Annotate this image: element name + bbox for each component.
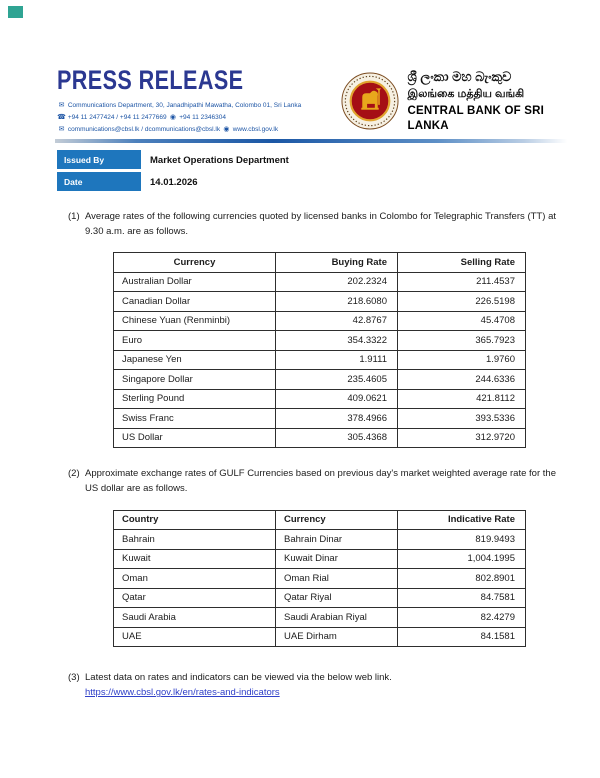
cell-selling-rate: 365.7923 (398, 331, 526, 351)
cell-currency: Kuwait Dinar (276, 549, 398, 569)
table-row (114, 389, 526, 409)
bank-name-tamil: இலங்கை மத்திய வங்கி (407, 87, 525, 100)
cell-currency: Canadian Dollar (114, 292, 276, 312)
cell-currency: Chinese Yuan (Renminbi) (114, 311, 276, 331)
paragraph-1-text: Average rates of the following currencies quoted by licensed banks in Colombo for Telegraphic Transfers (TT) at 9.30 a.m. are as follows. (85, 211, 556, 237)
cell-currency: Australian Dollar (114, 272, 276, 292)
cell-country: Oman (114, 569, 276, 589)
cell-selling-rate: 393.5336 (398, 409, 526, 429)
cell-currency: Japanese Yen (114, 350, 276, 370)
gulf-header-currency: Currency (276, 510, 398, 530)
cell-currency: UAE Dirham (276, 627, 398, 647)
cell-selling-rate: 312.9720 (398, 428, 526, 448)
cell-country: Saudi Arabia (114, 608, 276, 628)
globe-icon: ◉ (223, 126, 230, 134)
table-row (114, 428, 526, 448)
paragraph-2 (68, 467, 556, 496)
tt-header-selling: Selling Rate (398, 253, 526, 273)
tt-rates-table (113, 252, 526, 448)
gulf-header-rate: Indicative Rate (398, 510, 526, 530)
cell-buying-rate: 235.4605 (276, 370, 398, 390)
tt-header-currency: Currency (114, 253, 276, 273)
cell-currency: Singapore Dollar (114, 370, 276, 390)
contact-website: www.cbsl.gov.lk (232, 126, 279, 134)
paragraph-2-text: Approximate exchange rates of GULF Currencies based on previous day's market weighted average rate for the US dollar are as follows. (85, 468, 556, 495)
paragraph-2-number: (2) (68, 468, 80, 480)
contact-block (57, 100, 341, 137)
masthead (57, 66, 341, 136)
header (57, 66, 575, 136)
bank-names (408, 69, 575, 133)
corner-marker (8, 6, 23, 18)
cell-indicative-rate: 819.9493 (398, 530, 526, 550)
cell-country: Bahrain (114, 530, 276, 550)
cell-buying-rate: 202.2324 (276, 272, 398, 292)
cell-indicative-rate: 802.8901 (398, 569, 526, 589)
paragraph-3 (68, 671, 556, 700)
table-row (114, 331, 526, 351)
cell-indicative-rate: 1,004.1995 (398, 549, 526, 569)
cell-indicative-rate: 84.1581 (398, 627, 526, 647)
cell-selling-rate: 244.6336 (398, 370, 526, 390)
cbsl-logo (341, 72, 399, 130)
bank-name-sinhala: ශ්‍රී ලංකා මහ බැංකුව (407, 69, 512, 85)
cell-indicative-rate: 82.4279 (398, 608, 526, 628)
cell-currency: Euro (114, 331, 276, 351)
cell-country: UAE (114, 627, 276, 647)
gulf-rates-table (113, 510, 526, 648)
cell-selling-rate: 211.4537 (398, 272, 526, 292)
contact-emails: communications@cbsl.lk / dcommunications@cbsl.lk (67, 126, 221, 134)
paragraph-3-sentence: Latest data on rates and indicators can be viewed via the below web link. (85, 672, 392, 684)
cell-currency: US Dollar (114, 428, 276, 448)
issued-by-value: Market Operations Department (150, 154, 289, 166)
fax-icon: ◉ (169, 113, 176, 121)
cell-buying-rate: 1.9111 (276, 350, 398, 370)
paragraph-1-number: (1) (68, 211, 80, 222)
phone-icon: ☎ (57, 113, 66, 121)
contact-phones: +94 11 2477424 / +94 11 2477669 (67, 113, 167, 121)
cell-selling-rate: 226.5198 (398, 292, 526, 312)
cell-buying-rate: 409.0621 (276, 389, 398, 409)
table-row (114, 549, 526, 569)
tt-header-buying: Buying Rate (276, 253, 398, 273)
contact-email-line (57, 124, 341, 136)
cell-currency: Oman Rial (276, 569, 398, 589)
meta-block (57, 150, 289, 194)
table-row (114, 350, 526, 370)
cell-currency: Qatar Riyal (276, 588, 398, 608)
cell-currency: Bahrain Dinar (276, 530, 398, 550)
cell-selling-rate: 1.9760 (398, 350, 526, 370)
contact-address-line (57, 100, 341, 112)
issued-by-row (57, 150, 289, 169)
table-row (114, 588, 526, 608)
rates-indicators-link[interactable]: https://www.cbsl.gov.lk/en/rates-and-indicators (85, 687, 280, 699)
cell-buying-rate: 42.8767 (276, 311, 398, 331)
date-row (57, 172, 289, 191)
paragraph-3-text (85, 671, 556, 700)
bank-name-english: CENTRAL BANK OF SRI LANKA (407, 105, 544, 132)
table-header-row (114, 510, 526, 530)
table-row (114, 311, 526, 331)
cell-country: Qatar (114, 588, 276, 608)
cell-buying-rate: 305.4368 (276, 428, 398, 448)
table-row (114, 627, 526, 647)
table-row (114, 370, 526, 390)
contact-phone-line (57, 112, 341, 124)
contact-address: Communications Department, 30, Janadhipathi Mawatha, Colombo 01, Sri Lanka (67, 101, 302, 109)
table-row (114, 292, 526, 312)
document-body (68, 210, 556, 701)
table-row (114, 530, 526, 550)
contact-fax: +94 11 2346304 (179, 113, 226, 121)
email-icon: ✉ (58, 126, 65, 134)
cell-buying-rate: 378.4966 (276, 409, 398, 429)
paragraph-1 (68, 210, 556, 239)
issued-by-label: Issued By (57, 150, 141, 169)
header-divider (55, 139, 600, 143)
cell-currency: Sterling Pound (114, 389, 276, 409)
table-row (114, 272, 526, 292)
cell-selling-rate: 421.8112 (398, 389, 526, 409)
cell-currency: Swiss Franc (114, 409, 276, 429)
table-row (114, 409, 526, 429)
gulf-header-country: Country (114, 510, 276, 530)
table-row (114, 608, 526, 628)
cell-buying-rate: 218.6080 (276, 292, 398, 312)
paragraph-3-number: (3) (68, 672, 80, 684)
bank-identity (341, 66, 575, 136)
page-title: PRESS RELEASE (57, 65, 244, 95)
cell-currency: Saudi Arabian Riyal (276, 608, 398, 628)
cell-buying-rate: 354.3322 (276, 331, 398, 351)
cell-country: Kuwait (114, 549, 276, 569)
table-header-row (114, 253, 526, 273)
date-label: Date (57, 172, 141, 191)
cell-selling-rate: 45.4708 (398, 311, 526, 331)
date-value: 14.01.2026 (150, 176, 198, 188)
table-row (114, 569, 526, 589)
cell-indicative-rate: 84.7581 (398, 588, 526, 608)
mail-icon: ✉ (58, 101, 65, 109)
